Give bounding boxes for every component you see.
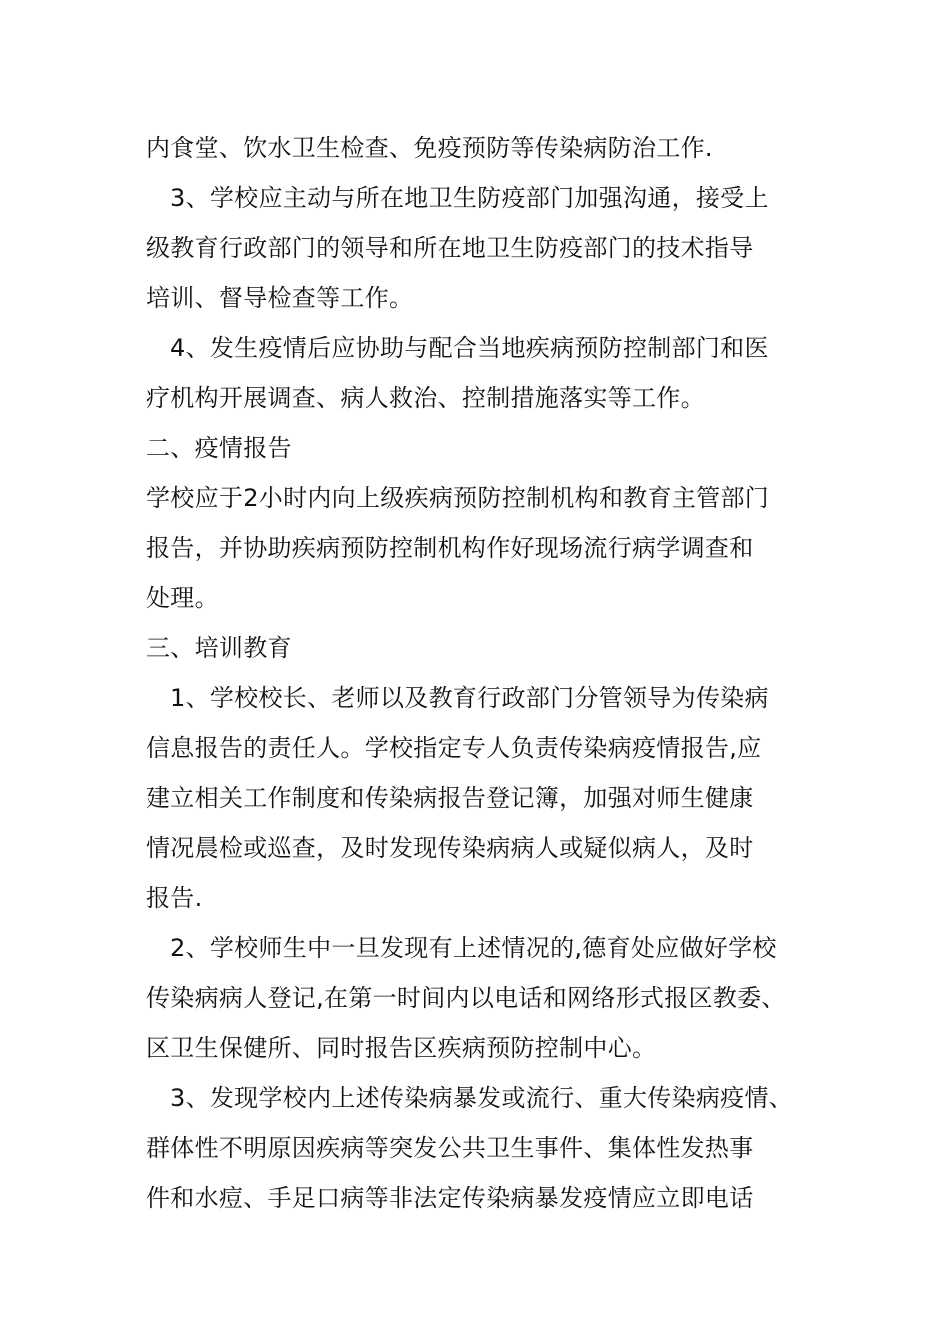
training-2-line-2: 传染病病人登记,在第一时间内以电话和网络形式报区教委、 [146, 984, 786, 1012]
report-paragraph-line-3: 处理。 [146, 584, 219, 612]
training-1-line-2: 信息报告的责任人。学校指定专人负责传染病疫情报告,应 [146, 734, 762, 762]
report-paragraph-line-2: 报告，并协助疾病预防控制机构作好现场流行病学调查和 [146, 534, 754, 562]
training-1-line-3: 建立相关工作制度和传染病报告登记簿，加强对师生健康 [146, 784, 754, 812]
training-3-line-3: 件和水痘、手足口病等非法定传染病暴发疫情应立即电话 [146, 1184, 754, 1212]
training-1-line-5: 报告. [146, 884, 203, 912]
paragraph-4-line-1: 4、发生疫情后应协助与配合当地疾病预防控制部门和医 [170, 334, 769, 362]
paragraph-3-line-2: 级教育行政部门的领导和所在地卫生防疫部门的技术指导 [146, 234, 754, 262]
text-line: 内食堂、饮水卫生检查、免疫预防等传染病防治工作. [146, 134, 713, 162]
paragraph-4-line-2: 疗机构开展调查、病人救治、控制措施落实等工作。 [146, 384, 705, 412]
report-paragraph-line-1: 学校应于2小时内向上级疾病预防控制机构和教育主管部门 [146, 484, 770, 512]
training-3-line-1: 3、发现学校内上述传染病暴发或流行、重大传染病疫情、 [170, 1084, 794, 1112]
section-heading-epidemic-report: 二、疫情报告 [146, 434, 292, 462]
training-3-line-2: 群体性不明原因疾病等突发公共卫生事件、集体性发热事 [146, 1134, 754, 1162]
paragraph-3-line-3: 培训、督导检查等工作。 [146, 284, 414, 312]
training-1-line-1: 1、学校校长、老师以及教育行政部门分管领导为传染病 [170, 684, 769, 712]
paragraph-3-line-1: 3、学校应主动与所在地卫生防疫部门加强沟通，接受上 [170, 184, 769, 212]
training-2-line-1: 2、学校师生中一旦发现有上述情况的,德育处应做好学校 [170, 934, 777, 962]
training-2-line-3: 区卫生保健所、同时报告区疾病预防控制中心。 [146, 1034, 657, 1062]
section-heading-training: 三、培训教育 [146, 634, 292, 662]
training-1-line-4: 情况晨检或巡查，及时发现传染病病人或疑似病人，及时 [146, 834, 754, 862]
